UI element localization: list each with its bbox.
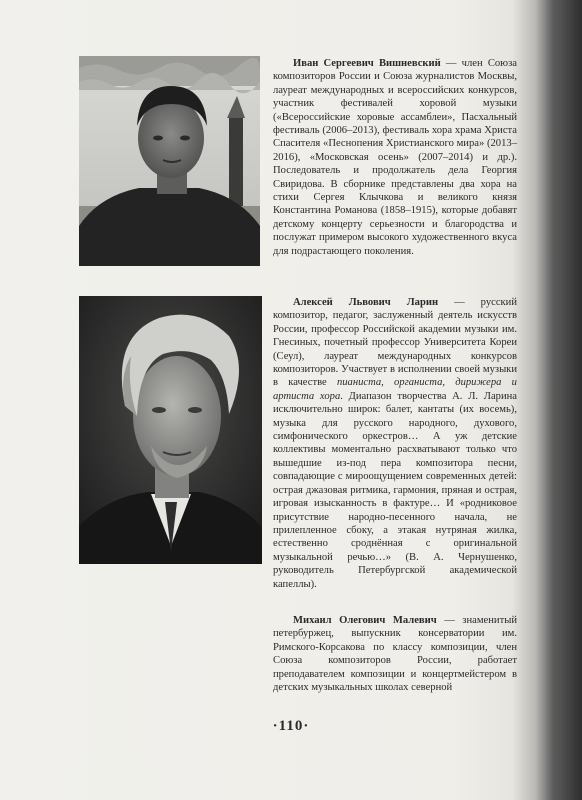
page-number: ·110· (272, 718, 310, 734)
bio-text: — знаменитый петербуржец, выпускник консерватории им. Римского-Корсакова по классу композиции, член Союза композиторов России, работает преподавателем композиции и концертмейстером в детских музыкальных школах северной (273, 615, 518, 694)
bio-text: — русский композитор, педагог, заслуженный деятель искусств России, профессор Российской академии музыки им. Гнесиных, почетный профессор Университета Кореи (Сеул), лауреат международных конкурсов композиторов. Участвует в исполнении своей музыки в качестве (273, 297, 518, 389)
bio-larin (273, 296, 517, 591)
bio-text-continued: . Диапазон творчества А. Л. Ларина исключительно широк: балет, кантаты (их восемь), музыка для русского народного, духового, симфонического оркестров… А уж детские коллективы моментально расхватывают только что вышедшие из-под пера композитора песни, совпадающие с мироощущением современных детей: острая джазовая ритмика, гармония, пряная и острая, игровая изысканность в фактуре… И «родниковое присутствие народно-песенного начала, не прилепленное сбоку, а этакая нутряная жилка, естественно сроднённая с оригинальной музыкальной речью…» (В. А. Чернушенко, руководитель Петербургской академической капеллы). (273, 390, 517, 590)
portrait-photo-larin (79, 296, 262, 564)
bio-italic-roles: пианиста, органиста, дирижера и артиста хора (273, 377, 517, 402)
bio-malevich (273, 614, 517, 694)
bio-name: Михаил Олегович Малевич (293, 615, 437, 626)
bio-name: Алексей Львович Ларин (293, 297, 439, 308)
portrait-photo-vishnevsky (79, 56, 260, 266)
bio-vishnevsky (273, 57, 517, 258)
bio-text: — член Союза композиторов России и Союза журналистов Москвы, лауреат международных и всероссийских конкурсов, участник фестивалей хоровой музыки («Всероссийские хоровые ассамблеи», Пасхальный фестиваль (2006–2013), фестиваль хора храма Христа Спасителя «Песнопения Христианского мира» (2013–2016), «Московская осень» (2007–2014) и др.). Последователь и продолжатель дела Георгия Свиридова. В сборнике представлены два хора на стихи Сергея Клычкова и великого князя Константина Романова (1858–1915), которые добавят детскому концерту серьезности и благородства и послужат примером высокого художественного вкуса для подрастающего поколения. (273, 58, 517, 257)
bio-name: Иван Сергеевич Вишневский (293, 58, 441, 69)
